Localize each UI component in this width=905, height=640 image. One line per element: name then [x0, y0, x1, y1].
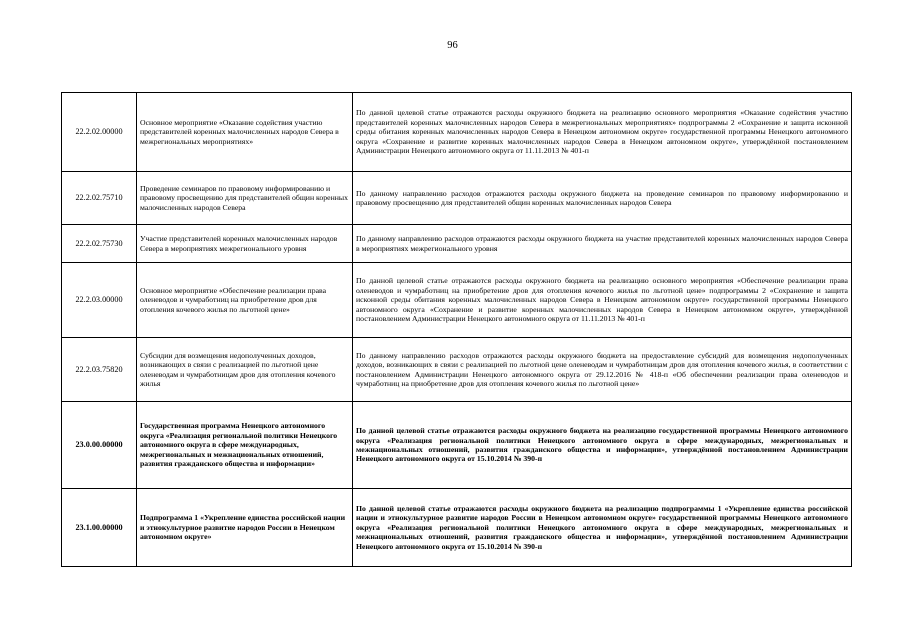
- target-article-name: Участие представителей коренных малочисленных народов Севера в мероприятиях межрегионального уровня: [137, 225, 353, 263]
- page-number: 96: [447, 40, 458, 51]
- table-row: [62, 93, 852, 172]
- target-article-code: 22.2.02.75730: [62, 225, 137, 263]
- table-row: [62, 338, 852, 402]
- target-article-description: По данной целевой статье отражаются расходы окружного бюджета на реализацию основного мероприятия «Обеспечение реализации права оленеводов и чумработниц на приобретение дров для отопления кочевого жилья по льготной цене» подпрограммы 2 «Сохранение и защита исконной среды обитания коренных малочисленных народов Севера в Ненецком автономном округе» государственной программы Ненецкого автономного округа «Сохранение и развитие коренных малочисленных народов Севера в Ненецком автономном округе», утверждённой постановлением Администрации Ненецкого автономного округа от 11.11.2013 № 401-п: [353, 263, 852, 338]
- target-article-description: По данному направлению расходов отражаются расходы окружного бюджета на участие представителей коренных малочисленных народов Севера в мероприятиях межрегионального уровня: [353, 225, 852, 263]
- table-row: [62, 263, 852, 338]
- table-row: [62, 225, 852, 263]
- target-article-description: По данному направлению расходов отражаются расходы окружного бюджета на проведение семинаров по правовому информированию и правовому просвещению для представителей общин коренных малочисленных народов Севера: [353, 172, 852, 225]
- budget-classification-table: [61, 92, 852, 567]
- target-article-name: Основное мероприятие «Оказание содействия участию представителей коренных малочисленных народов Севера в межрегиональных мероприятиях»: [137, 93, 353, 172]
- target-article-description: По данной целевой статье отражаются расходы окружного бюджета на реализацию основного мероприятия «Оказание содействия участию представителей коренных малочисленных народов Севера в межрегиональных мероприятиях» подпрограммы 2 «Сохранение и защита исконной среды обитания коренных малочисленных народов Севера в Ненецком автономном округе» государственной программы Ненецкого автономного округа «Сохранение и развитие коренных малочисленных народов Севера в Ненецком автономном округе», утверждённой постановлением Администрации Ненецкого автономного округа от 11.11.2013 № 401-п: [353, 93, 852, 172]
- table-row: [62, 489, 852, 567]
- target-article-code: 22.2.03.00000: [62, 263, 137, 338]
- target-article-name: Основное мероприятие «Обеспечение реализации права оленеводов и чумработниц на приобретение дров для отопления кочевого жилья по льготной цене»: [137, 263, 353, 338]
- target-article-name: Государственная программа Ненецкого автономного округа «Реализация региональной политики Ненецкого автономного округа в сфере международных, межрегиональных и межнациональных отношений, развития гражданского общества и информации»: [137, 402, 353, 489]
- table-row: [62, 172, 852, 225]
- target-article-code: 22.2.02.00000: [62, 93, 137, 172]
- target-article-description: По данному направлению расходов отражаются расходы окружного бюджета на предоставление субсидий для возмещения недополученных доходов, возникающих в связи с реализацией по льготной цене оленеводам и чумработницам дров для отопления кочевого жилья, в соответствии с постановлением Администрации Ненецкого автономного округа от 29.12.2016 № 418-п «Об обеспечении реализации права оленеводов и чумработниц на приобретение дров для отопления кочевого жилья по льготной цене»: [353, 338, 852, 402]
- target-article-code: 23.0.00.00000: [62, 402, 137, 489]
- target-article-description: По данной целевой статье отражаются расходы окружного бюджета на реализацию подпрограммы 1 «Укрепление единства российской нации и этнокультурное развитие народов России в Ненецком автономном округе» государственной программы Ненецкого автономного округа «Реализация региональной политики Ненецкого автономного округа в сфере международных, межрегиональных и межнациональных отношений, развития гражданского общества и информации», утверждённой постановлением Администрации Ненецкого автономного округа от 15.10.2014 № 390-п: [353, 489, 852, 567]
- target-article-name: Субсидии для возмещения недополученных доходов, возникающих в связи с реализацией по льготной цене оленеводам и чумработницам дров для отопления кочевого жилья: [137, 338, 353, 402]
- target-article-code: 22.2.03.75820: [62, 338, 137, 402]
- target-article-code: 23.1.00.00000: [62, 489, 137, 567]
- target-article-code: 22.2.02.75710: [62, 172, 137, 225]
- target-article-name: Подпрограмма 1 «Укрепление единства российской нации и этнокультурное развитие народов России в Ненецком автономном округе»: [137, 489, 353, 567]
- target-article-name: Проведение семинаров по правовому информированию и правовому просвещению для представителей общин коренных малочисленных народов Севера: [137, 172, 353, 225]
- table-row: [62, 402, 852, 489]
- target-article-description: По данной целевой статье отражаются расходы окружного бюджета на реализацию государственной программы Ненецкого автономного округа «Реализация региональной политики Ненецкого автономного округа в сфере международных, межрегиональных и межнациональных отношений, развития гражданского общества и информации», утверждённой постановлением Администрации Ненецкого автономного округа от 15.10.2014 № 390-п: [353, 402, 852, 489]
